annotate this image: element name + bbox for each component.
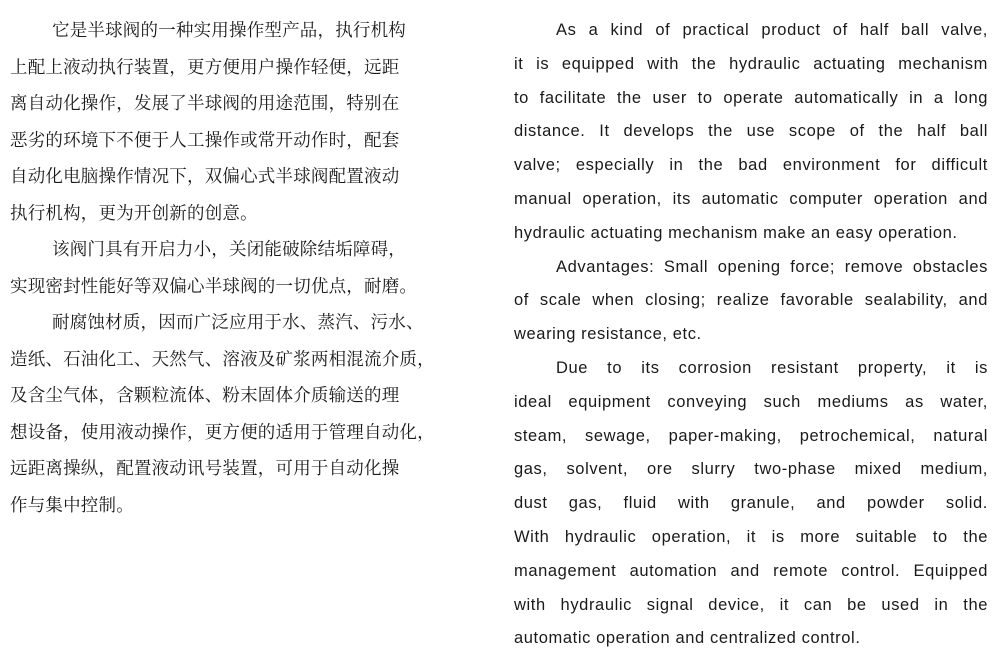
cn-line-14: 作与集中控制。 bbox=[10, 495, 134, 516]
cn-line-2: 上配上液动执行装置，更方便用户操作轻便，远距 bbox=[10, 57, 400, 78]
en-line-3: to facilitate the user to operate automatically in a long bbox=[514, 88, 988, 107]
en-line-13: steam, sewage, paper-making, petrochemical, natural bbox=[514, 426, 988, 445]
cn-line-6: 执行机构，更为开创新的创意。 bbox=[10, 203, 258, 224]
cn-line-11: 及含尘气体，含颗粒流体、粉末固体介质输送的理 bbox=[10, 386, 400, 406]
en-line-6: manual operation, its automatic computer operation and bbox=[514, 189, 988, 208]
en-line-12: ideal equipment conveying such mediums as water, bbox=[514, 392, 988, 411]
en-line-19: automatic operation and centralized control. bbox=[514, 629, 861, 648]
en-line-9: of scale when closing; realize favorable sealability, and bbox=[514, 291, 988, 310]
en-line-1: As a kind of practical product of half ball valve, bbox=[556, 21, 988, 39]
en-line-14: gas, solvent, ore slurry two-phase mixed medium, bbox=[514, 460, 988, 479]
chinese-column bbox=[10, 0, 460, 524]
cn-line-13: 远距离操纵，配置液动讯号装置，可用于自动化操 bbox=[10, 459, 400, 479]
cn-line-8: 实现密封性能好等双偏心半球阀的一切优点，耐磨。 bbox=[10, 276, 418, 297]
en-line-17: management automation and remote control. Equipped bbox=[514, 561, 988, 580]
cn-line-3: 离自动化操作，发展了半球阀的用途范围，特别在 bbox=[10, 94, 400, 114]
cn-line-9: 耐腐蚀材质，因而广泛应用于水、蒸汽、污水、 bbox=[52, 313, 424, 333]
en-line-18: with hydraulic signal device, it can be used in the bbox=[514, 595, 988, 614]
en-line-7: hydraulic actuating mechanism make an easy operation. bbox=[514, 223, 958, 242]
en-line-2: it is equipped with the hydraulic actuating mechanism bbox=[514, 54, 988, 73]
en-line-10: wearing resistance, etc. bbox=[514, 325, 702, 344]
cn-line-7: 该阀门具有开启力小，关闭能破除结垢障碍， bbox=[52, 240, 406, 260]
cn-line-5: 自动化电脑操作情况下，双偏心式半球阀配置液动 bbox=[10, 167, 400, 187]
cn-line-10: 造纸、石油化工、天然气、溶液及矿浆两相混流介质， bbox=[10, 349, 435, 370]
en-line-5: valve; especially in the bad environment for difficult bbox=[514, 156, 988, 175]
en-line-4: distance. It develops the use scope of the half ball bbox=[514, 122, 988, 141]
cn-line-12: 想设备，使用液动操作，更方便的适用于管理自动化， bbox=[10, 422, 435, 443]
english-column bbox=[514, 0, 988, 656]
cn-line-1: 它是半球阀的一种实用操作型产品，执行机构 bbox=[52, 21, 406, 41]
en-line-16: With hydraulic operation, it is more suitable to the bbox=[514, 527, 988, 546]
en-line-8: Advantages: Small opening force; remove obstacles bbox=[556, 257, 988, 276]
cn-line-4: 恶劣的环境下不便于人工操作或常开动作时，配套 bbox=[10, 130, 400, 151]
en-line-15: dust gas, fluid with granule, and powder solid. bbox=[514, 494, 988, 513]
en-line-11: Due to its corrosion resistant property, it is bbox=[556, 358, 988, 377]
